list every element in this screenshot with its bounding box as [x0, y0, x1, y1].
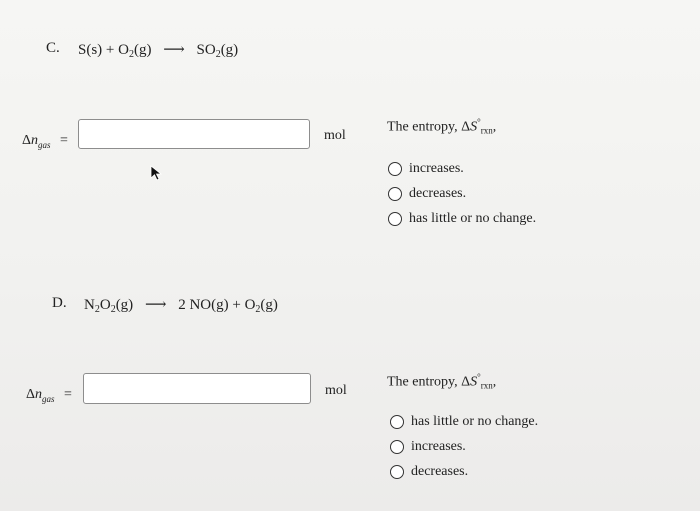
problem-d-option-3[interactable]: decreases. [390, 464, 468, 480]
problem-d-delta-n-label: $\Delta n_{gas}$ = [26, 387, 72, 404]
problem-c-unit: mol [324, 128, 346, 143]
radio-button[interactable] [390, 440, 404, 454]
radio-button[interactable] [388, 162, 402, 176]
problem-c-option-2[interactable]: decreases. [388, 186, 466, 202]
problem-d-equation: $N_2O_2(g)$ ⟶ 2 $NO(g) + O_2(g)$ [84, 297, 278, 315]
problem-d-entropy-title: The entropy, $\Delta S^\circ_{rxn}$, [387, 372, 497, 391]
problem-c-option-3[interactable]: has little or no change. [388, 211, 536, 227]
radio-button[interactable] [388, 212, 402, 226]
reaction-arrow-icon: ⟶ [144, 297, 167, 313]
problem-d-delta-n-input[interactable] [83, 373, 311, 404]
reaction-arrow-icon: ⟶ [163, 42, 185, 58]
problem-c-delta-n-input[interactable] [78, 119, 310, 149]
radio-button[interactable] [388, 187, 402, 201]
radio-button[interactable] [390, 415, 404, 429]
problem-c-delta-n-label: $\Delta n_{gas}$ = [22, 133, 68, 150]
problem-c-option-1[interactable]: increases. [388, 161, 464, 177]
radio-button[interactable] [390, 465, 404, 479]
problem-d-option-1[interactable]: has little or no change. [390, 414, 538, 430]
problem-d-option-2[interactable]: increases. [390, 439, 466, 455]
problem-c-letter: C. [46, 40, 60, 56]
mouse-cursor-icon [150, 165, 164, 181]
problem-c-equation: $S(s) + O_2(g)$ ⟶ $SO_2(g)$ [78, 42, 239, 60]
problem-d-letter: D. [52, 295, 67, 311]
problem-c-entropy-title: The entropy, $\Delta S^\circ_{rxn}$, [387, 117, 497, 136]
problem-d-unit: mol [325, 383, 347, 398]
